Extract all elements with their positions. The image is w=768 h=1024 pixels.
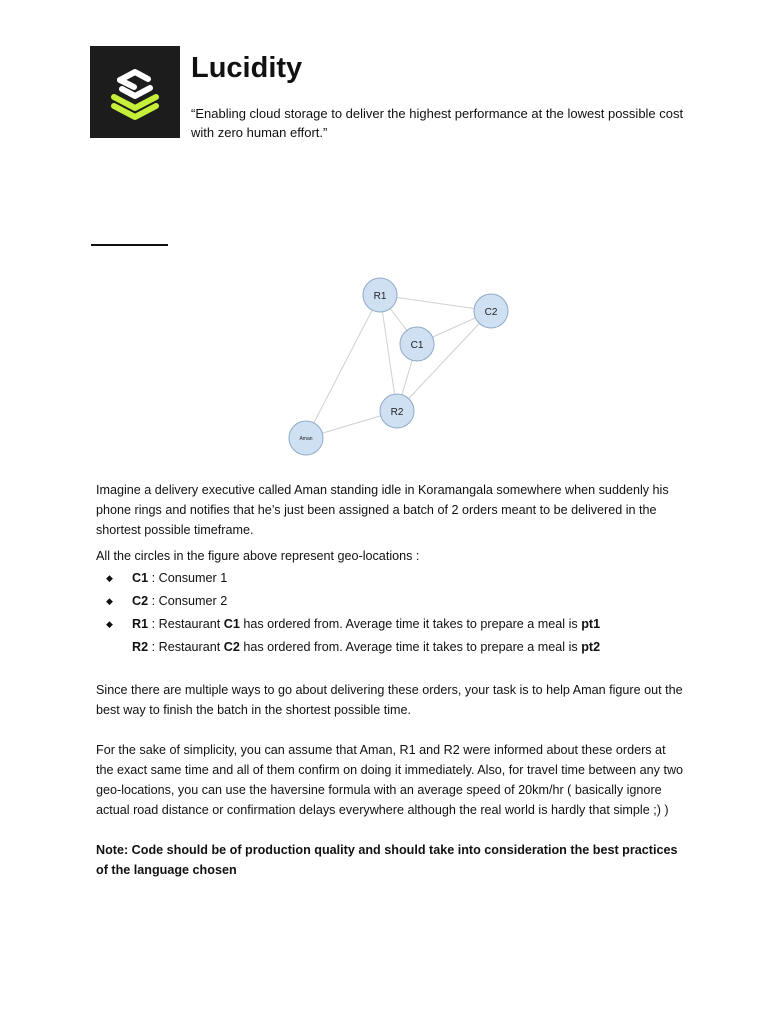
- task-paragraph: Since there are multiple ways to go about delivering these orders, your task is to help Aman figure out the best way to finish the batch in the shortest possible time.: [96, 683, 683, 717]
- graph-node-c1: [400, 327, 434, 361]
- node-label-r1: R1: [373, 291, 387, 302]
- problem-statement: [96, 480, 686, 880]
- list-item-c2: ◆ C2 : Consumer 2: [106, 591, 686, 611]
- note-text: Code should be of production quality and should take into consideration the best practices of the language chosen: [96, 843, 678, 877]
- node-label-c2: C2: [484, 307, 498, 318]
- intro-paragraph: Imagine a delivery executive called Aman standing idle in Koramangala somewhere when suddenly his phone rings and notifies that he’s just been assigned a batch of 2 orders meant to be delivered in the shortest possible timeframe.: [96, 483, 669, 537]
- company-logo: [90, 46, 180, 138]
- circles-intro: All the circles in the figure above represent geo-locations :: [96, 549, 420, 563]
- note-paragraph: [96, 840, 686, 880]
- bullet-icon: ◆: [106, 619, 113, 629]
- graph-node-aman: [289, 421, 323, 455]
- bullet-icon: ◆: [106, 573, 113, 583]
- list-item-r2: R2 : Restaurant C2 has ordered from. Average time it takes to prepare a meal is pt2: [132, 640, 601, 654]
- geo-location-list: [96, 568, 686, 657]
- company-name: Lucidity: [191, 52, 303, 84]
- node-label-aman: Aman: [299, 436, 313, 442]
- node-label-r2: R2: [390, 407, 404, 418]
- list-item-c1: ◆ C1 : Consumer 1: [106, 568, 686, 588]
- graph-node-r2: [380, 394, 414, 428]
- node-label-c1: C1: [410, 340, 424, 351]
- edge-r1-aman: [306, 295, 380, 438]
- edge-c2-r2: [397, 311, 491, 411]
- graph-node-r1: [363, 278, 397, 312]
- assumptions-paragraph: For the sake of simplicity, you can assume that Aman, R1 and R2 were informed about these orders at the exact same time and all of them confirm on doing it immediately. Also, for travel time between any two geo-locations, you can use the haversine formula with an average speed of 20km/hr ( basically ignore actual road distance or confirmation delays everywhere although the real world is hardly that simple ;) ): [96, 743, 684, 817]
- edge-r1-r2: [380, 295, 397, 411]
- graph-node-c2: [474, 294, 508, 328]
- geo-location-graph: [280, 268, 540, 468]
- note-label: Note:: [96, 843, 129, 857]
- bullet-icon: ◆: [106, 596, 113, 606]
- company-tagline: “Enabling cloud storage to deliver the highest performance at the lowest possible cost with zero human effort.”: [191, 106, 684, 140]
- section-divider: [91, 244, 168, 246]
- layered-stack-icon: [90, 46, 180, 138]
- list-item-r1: ◆ R1 : Restaurant C1 has ordered from. Average time it takes to prepare a meal is pt1: [106, 614, 686, 634]
